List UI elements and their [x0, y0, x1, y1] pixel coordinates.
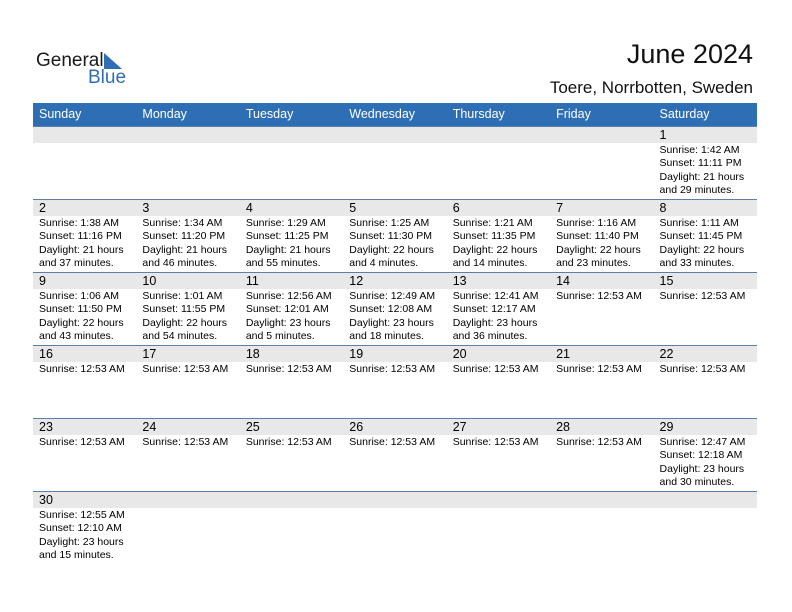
day-number — [349, 491, 446, 508]
day-number — [453, 126, 550, 143]
day-cell — [550, 345, 653, 418]
sun-info-line: Sunrise: 12:47 AM — [659, 436, 746, 448]
sun-info-line: Sunrise: 1:29 AM — [245, 217, 326, 229]
sun-info-line: Sunrise: 1:11 AM — [659, 217, 739, 229]
day-cell — [136, 491, 239, 564]
sun-info-line: Sunset: 11:50 PM — [39, 303, 122, 316]
sun-info-line: Sunset: 12:18 AM — [659, 449, 743, 462]
day-number: 25 — [245, 420, 260, 434]
day-cell — [240, 491, 343, 564]
sun-info — [349, 436, 446, 449]
sun-info-line: Sunset: 11:40 PM — [556, 230, 639, 243]
day-number: 6 — [452, 201, 460, 215]
week-row — [33, 491, 757, 564]
sun-info-line: Daylight: 22 hours — [349, 243, 434, 256]
sun-info-line: Daylight: 23 hours — [452, 316, 538, 329]
weekday-wednesday: Wednesday — [349, 107, 416, 121]
day-number — [349, 126, 446, 143]
sun-info-line: Sunrise: 1:01 AM — [142, 290, 223, 302]
sun-info-line: Sunset: 11:45 PM — [659, 230, 743, 243]
sun-info — [246, 436, 343, 449]
sun-info-line: and 36 minutes. — [452, 329, 528, 342]
sun-info-line: Sunset: 11:25 PM — [245, 230, 329, 243]
day-number: 10 — [142, 274, 157, 288]
sun-info-line: and 46 minutes. — [142, 256, 218, 269]
day-cell — [136, 272, 239, 345]
sun-info — [349, 290, 446, 343]
sun-info — [556, 436, 653, 449]
sun-info — [453, 363, 550, 376]
day-number: 30 — [39, 493, 53, 507]
sun-info-line: Sunrise: 1:42 AM — [659, 144, 740, 156]
weekday-sunday: Sunday — [39, 107, 82, 121]
sun-info-line: Sunrise: 12:53 AM — [556, 290, 642, 302]
sun-info-line: and 4 minutes. — [349, 256, 419, 269]
day-cell — [654, 491, 757, 564]
day-number: 12 — [349, 274, 364, 288]
sun-info-line: and 29 minutes. — [659, 183, 735, 196]
day-cell — [654, 199, 757, 272]
sun-info — [660, 290, 757, 303]
sun-info-line: Sunrise: 12:53 AM — [659, 290, 746, 302]
sun-info-line: Sunrise: 12:53 AM — [245, 436, 332, 448]
day-number: 20 — [452, 347, 467, 361]
sun-info — [39, 363, 136, 376]
week-row — [33, 199, 757, 272]
sun-info — [660, 217, 757, 270]
weeks-container — [33, 126, 757, 564]
sun-info-line: Sunrise: 12:49 AM — [349, 290, 436, 302]
day-cell — [550, 126, 653, 199]
day-number — [660, 491, 757, 508]
sun-info-line: Daylight: 23 hours — [39, 535, 124, 548]
sun-info-line: Daylight: 22 hours — [142, 316, 228, 329]
day-number: 27 — [452, 420, 467, 434]
day-number: 24 — [142, 420, 157, 434]
sun-info-line: and 43 minutes. — [39, 329, 114, 342]
sun-info — [556, 363, 653, 376]
weekday-saturday: Saturday — [659, 107, 710, 121]
day-number: 21 — [556, 347, 571, 361]
sun-info-line: Sunrise: 12:53 AM — [349, 363, 436, 375]
weekday-header — [33, 103, 757, 126]
day-cell — [447, 345, 550, 418]
day-number — [142, 491, 239, 508]
day-cell — [343, 491, 446, 564]
sun-info — [39, 509, 136, 562]
day-number: 11 — [245, 274, 259, 288]
day-number: 29 — [659, 420, 674, 434]
weekday-friday: Friday — [556, 107, 591, 121]
day-cell — [33, 418, 136, 491]
sun-info — [349, 363, 446, 376]
sun-info-line: Daylight: 22 hours — [452, 243, 538, 256]
sun-info-line: Sunrise: 12:53 AM — [659, 363, 746, 375]
day-cell — [240, 418, 343, 491]
day-cell — [33, 491, 136, 564]
day-number — [246, 126, 343, 143]
sun-info-line: Sunset: 12:10 AM — [39, 522, 122, 535]
sun-info-line: Sunset: 11:11 PM — [659, 157, 742, 170]
day-number — [556, 491, 653, 508]
sun-info-line: Sunrise: 12:53 AM — [142, 363, 229, 375]
sun-info-line: and 33 minutes. — [659, 256, 735, 269]
sun-info-line: Sunrise: 12:56 AM — [245, 290, 332, 302]
sun-info — [453, 217, 550, 270]
sun-info-line: Daylight: 23 hours — [349, 316, 434, 329]
day-number: 26 — [349, 420, 364, 434]
calendar-title: June 2024 — [626, 39, 753, 69]
sun-info — [142, 436, 239, 449]
day-cell — [550, 418, 653, 491]
day-number — [556, 126, 653, 143]
day-cell — [240, 199, 343, 272]
day-number: 16 — [39, 347, 53, 361]
weekday-thursday: Thursday — [452, 107, 505, 121]
day-number: 23 — [39, 420, 53, 434]
day-number: 18 — [245, 347, 260, 361]
day-cell — [654, 272, 757, 345]
day-number — [39, 126, 136, 143]
day-cell — [136, 418, 239, 491]
sun-info-line: Sunset: 12:01 AM — [245, 303, 329, 316]
day-cell — [33, 126, 136, 199]
sun-info — [660, 363, 757, 376]
day-number: 13 — [452, 274, 467, 288]
day-cell — [550, 199, 653, 272]
sun-info-line: and 54 minutes. — [142, 329, 218, 342]
day-number — [246, 491, 343, 508]
day-number: 14 — [556, 274, 571, 288]
weekday-monday: Monday — [142, 107, 187, 121]
logo-general-text: General — [36, 50, 104, 71]
sun-info-line: and 37 minutes. — [39, 256, 114, 269]
sun-info-line: and 5 minutes. — [245, 329, 315, 342]
day-number: 7 — [556, 201, 564, 215]
day-cell — [240, 345, 343, 418]
day-number — [142, 126, 239, 143]
day-cell — [240, 126, 343, 199]
day-number: 3 — [142, 201, 150, 215]
sun-info-line: and 30 minutes. — [659, 475, 735, 488]
day-cell — [343, 345, 446, 418]
day-cell — [136, 199, 239, 272]
week-row — [33, 272, 757, 345]
sun-info-line: Sunrise: 1:34 AM — [142, 217, 223, 229]
sun-info-line: Sunrise: 1:25 AM — [349, 217, 430, 229]
week-row — [33, 345, 757, 418]
sun-info-line: Sunrise: 1:38 AM — [39, 217, 119, 229]
sun-info-line: and 23 minutes. — [556, 256, 631, 269]
week-row — [33, 126, 757, 199]
sun-info-line: Sunrise: 1:21 AM — [452, 217, 533, 229]
calendar-grid — [33, 103, 757, 564]
sun-info — [39, 436, 136, 449]
logo — [36, 50, 136, 90]
logo-blue-text: Blue — [88, 67, 127, 88]
day-number: 17 — [142, 347, 157, 361]
sun-info-line: Daylight: 23 hours — [659, 462, 745, 475]
sun-info — [246, 290, 343, 343]
day-cell — [33, 345, 136, 418]
day-cell — [136, 345, 239, 418]
sun-info-line: Daylight: 23 hours — [245, 316, 331, 329]
sun-info-line: Daylight: 22 hours — [659, 243, 745, 256]
day-cell — [447, 199, 550, 272]
sun-info-line: Sunset: 11:20 PM — [142, 230, 226, 243]
sun-info-line: Sunrise: 12:53 AM — [245, 363, 332, 375]
sun-info — [39, 290, 136, 343]
day-cell — [654, 345, 757, 418]
day-number: 4 — [245, 201, 253, 215]
day-cell — [33, 199, 136, 272]
sun-info — [142, 363, 239, 376]
sun-info — [453, 436, 550, 449]
sun-info — [142, 217, 239, 270]
sun-info-line: Sunset: 12:08 AM — [349, 303, 433, 316]
day-cell — [654, 418, 757, 491]
weekday-tuesday: Tuesday — [245, 107, 294, 121]
sun-info — [142, 290, 239, 343]
sun-info — [246, 217, 343, 270]
sun-info-line: Sunrise: 12:53 AM — [452, 363, 539, 375]
sun-info-line: Sunrise: 12:53 AM — [452, 436, 539, 448]
sun-info-line: Sunrise: 12:53 AM — [39, 436, 125, 448]
sun-info-line: and 15 minutes. — [39, 548, 114, 561]
day-number — [453, 491, 550, 508]
sun-info-line: Daylight: 22 hours — [39, 316, 124, 329]
sun-info-line: Sunset: 11:55 PM — [142, 303, 226, 316]
sun-info-line: Sunrise: 1:16 AM — [556, 217, 637, 229]
day-cell — [240, 272, 343, 345]
sun-info-line: Sunset: 11:35 PM — [452, 230, 536, 243]
day-cell — [136, 126, 239, 199]
sun-info-line: Sunrise: 12:53 AM — [556, 436, 642, 448]
sun-info-line: Sunset: 12:17 AM — [452, 303, 536, 316]
day-cell — [447, 126, 550, 199]
calendar-location: Toere, Norrbotten, Sweden — [549, 78, 753, 97]
sun-info-line: Sunrise: 1:06 AM — [39, 290, 119, 302]
day-number: 1 — [659, 128, 667, 142]
sun-info — [660, 144, 757, 197]
day-cell — [447, 272, 550, 345]
day-number: 5 — [349, 201, 357, 215]
day-cell — [343, 272, 446, 345]
sun-info-line: Sunrise: 12:53 AM — [39, 363, 125, 375]
sun-info-line: Daylight: 21 hours — [39, 243, 124, 256]
day-cell — [654, 126, 757, 199]
sun-info-line: Daylight: 22 hours — [556, 243, 641, 256]
day-number: 2 — [39, 201, 46, 215]
day-number: 8 — [659, 201, 667, 215]
sun-info-line: and 18 minutes. — [349, 329, 424, 342]
sun-info-line: Sunrise: 12:55 AM — [39, 509, 125, 521]
sun-info — [556, 290, 653, 303]
day-cell — [33, 272, 136, 345]
sun-info — [453, 290, 550, 343]
sun-info — [660, 436, 757, 489]
day-number: 15 — [659, 274, 674, 288]
day-number: 19 — [349, 347, 364, 361]
day-number: 28 — [556, 420, 571, 434]
sun-info — [39, 217, 136, 270]
sun-info-line: Sunset: 11:30 PM — [349, 230, 432, 243]
day-cell — [447, 491, 550, 564]
sun-info-line: Sunrise: 12:41 AM — [452, 290, 539, 302]
sun-info-line: and 55 minutes. — [245, 256, 321, 269]
day-cell — [343, 418, 446, 491]
day-number: 22 — [659, 347, 674, 361]
day-cell — [447, 418, 550, 491]
sun-info-line: Daylight: 21 hours — [659, 170, 745, 183]
sun-info — [556, 217, 653, 270]
week-row — [33, 418, 757, 491]
sun-info-line: Sunrise: 12:53 AM — [556, 363, 642, 375]
sun-info-line: and 14 minutes. — [452, 256, 528, 269]
sun-info — [349, 217, 446, 270]
day-number: 9 — [39, 274, 46, 288]
day-cell — [550, 272, 653, 345]
day-cell — [550, 491, 653, 564]
sun-info-line: Daylight: 21 hours — [245, 243, 331, 256]
sun-info-line: Sunset: 11:16 PM — [39, 230, 122, 243]
sun-info-line: Sunrise: 12:53 AM — [349, 436, 436, 448]
sun-info-line: Daylight: 21 hours — [142, 243, 228, 256]
day-cell — [343, 126, 446, 199]
day-cell — [343, 199, 446, 272]
sun-info — [246, 363, 343, 376]
sun-info-line: Sunrise: 12:53 AM — [142, 436, 229, 448]
